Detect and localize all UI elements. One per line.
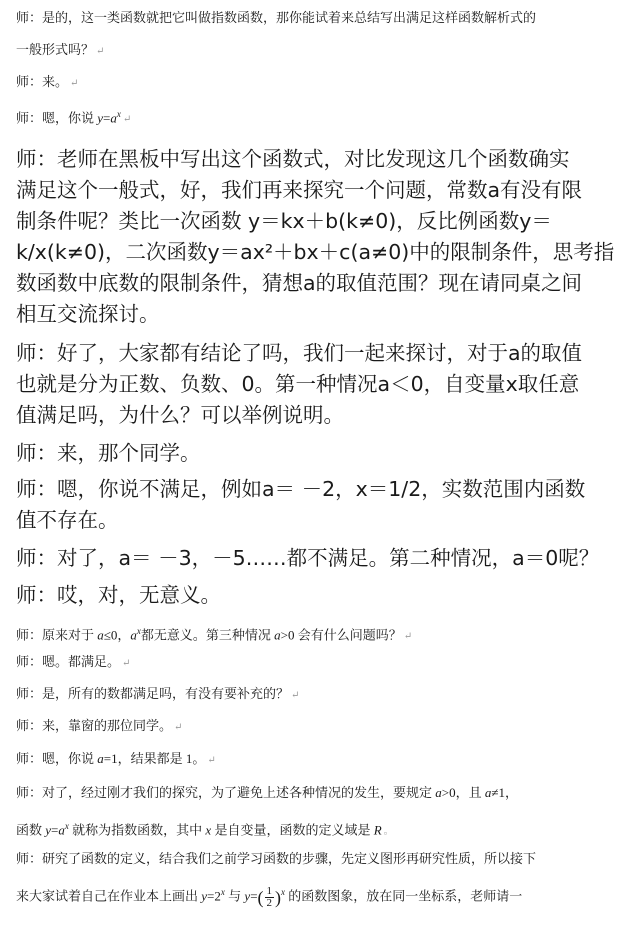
text-span: 都无意义。第三种情况	[140, 627, 275, 643]
text-span: 师：嗯，你说不满足，例如a＝ －2，x＝1/2，实数范围内函数	[16, 477, 586, 501]
text-span: 满足这个一般式，好，我们再来探究一个问题，常数a有没有限	[16, 178, 583, 202]
text-line	[16, 270, 614, 297]
text-span: k/x(k≠0)，二次函数y＝ax²＋bx＋c(a≠0)中的限制条件，思考指	[16, 240, 615, 264]
text-span: ≤0，	[103, 627, 131, 643]
text-span: =1，结果都是 1。	[103, 751, 206, 766]
fraction-denominator: 2	[266, 896, 273, 909]
math-paren: )	[275, 887, 282, 908]
text-span: 来大家试着自己在作业本上画出	[16, 888, 202, 904]
text-line	[16, 818, 614, 840]
math-var: a	[97, 627, 104, 643]
text-span: 师：是的，这一类函数就把它叫做指数函数，那你能试着来总结写出满足这样函数解析式的	[16, 10, 537, 25]
text-line	[16, 440, 614, 467]
text-span: 函数	[16, 822, 46, 838]
text-span: 与	[224, 888, 245, 904]
text-span: 的函数图象，放在同一坐标系，老师请一	[285, 888, 523, 904]
text-span: 一般形式吗？	[16, 42, 95, 57]
text-span: 师：嗯。都满足。	[16, 654, 121, 669]
text-line	[16, 686, 614, 704]
fraction-numerator: 1	[266, 884, 273, 897]
math-var: x	[205, 822, 212, 838]
text-span: 师：嗯，你说	[16, 751, 98, 766]
text-line	[16, 371, 614, 398]
text-line	[16, 751, 614, 769]
paragraph-mark: ↵	[122, 114, 132, 126]
math-var: a	[130, 627, 137, 643]
text-line	[16, 476, 614, 503]
text-line	[16, 146, 614, 173]
paragraph-mark: ↵	[96, 46, 105, 57]
text-line	[16, 10, 614, 26]
text-span: 师：老师在黑板中写出这个函数式，对比发现这几个函数确实	[16, 147, 570, 171]
paragraph-mark: ↵	[291, 690, 300, 701]
math-var: a	[274, 627, 281, 643]
text-span: 师：对了，经过刚才我们的探究，为了避免上述各种情况的发生，要规定	[16, 785, 436, 800]
paragraph-mark: ↵	[122, 658, 131, 669]
text-span: >0，且	[441, 785, 485, 800]
text-span: 师：来，靠窗的那位同学。	[16, 718, 173, 733]
paragraph-mark: ↵	[70, 78, 79, 89]
text-span: 师：对了，a＝ －3，－5……都不满足。第二种情况，a＝0呢？	[16, 546, 600, 570]
paragraph-mark: ↵	[207, 755, 216, 766]
text-span: 师：原来对于	[16, 627, 98, 643]
text-span: 师：是，所有的数都满足吗，有没有要补充的？	[16, 686, 290, 701]
text-line	[16, 623, 614, 645]
math-op: =	[51, 822, 59, 838]
math-var: a	[484, 785, 492, 800]
text-line	[16, 582, 614, 609]
text-line	[16, 208, 614, 235]
math-exponent: x	[220, 887, 225, 897]
math-op: =	[250, 888, 258, 904]
math-var: y	[97, 110, 104, 126]
text-span: 制条件呢？类比一次函数 y＝kx＋b(k≠0)，反比例函数y＝	[16, 209, 552, 233]
text-span: 值不存在。	[16, 508, 119, 532]
text-span: 值满足吗，为什么？可以举例说明。	[16, 403, 344, 427]
text-line	[16, 884, 614, 909]
math-var: y	[244, 888, 251, 904]
text-line	[16, 402, 614, 429]
math-paren: (	[257, 887, 264, 908]
text-line	[16, 340, 614, 367]
math-exponent: x	[116, 109, 121, 119]
text-span: 师：嗯，你说	[16, 110, 98, 126]
text-line	[16, 507, 614, 534]
text-span: 师：哎，对，无意义。	[16, 583, 221, 607]
math-op: =2	[207, 888, 221, 904]
text-line	[16, 74, 614, 92]
math-op: =	[103, 110, 111, 126]
text-span: 数函数中底数的限制条件，猜想a的取值范围？现在请同桌之间	[16, 271, 583, 295]
text-span: 师：研究了函数的定义，结合我们之前学习函数的步骤，先定义图形再研究性质，所以接下	[16, 851, 537, 866]
math-var: y	[45, 822, 52, 838]
paragraph-mark: ↵	[403, 631, 413, 643]
text-span: 师：来，那个同学。	[16, 441, 201, 465]
fraction	[265, 886, 275, 909]
text-span: 相互交流探讨。	[16, 302, 160, 326]
text-span: 是自变量，函数的定义域是	[211, 822, 374, 838]
math-exponent: x	[64, 821, 69, 831]
math-var: a	[110, 110, 117, 126]
math-var: R	[373, 822, 382, 838]
math-var: y	[201, 888, 208, 904]
math-var: a	[435, 785, 442, 800]
text-line	[16, 177, 614, 204]
text-line	[16, 301, 614, 328]
paragraph-mark: ↵	[174, 722, 183, 733]
math-exponent: x	[136, 626, 141, 636]
text-span: 就称为指数函数，其中	[68, 822, 206, 838]
text-line	[16, 718, 614, 736]
text-line	[16, 106, 614, 128]
text-line	[16, 239, 614, 266]
text-span: >0 会有什么问题吗？	[280, 627, 402, 643]
math-exponent: x	[281, 887, 286, 897]
text-span: 师：好了，大家都有结论了吗，我们一起来探讨，对于a的取值	[16, 341, 583, 365]
text-line	[16, 851, 614, 867]
paragraph-mark: 。	[383, 826, 394, 838]
text-span: 也就是分为正数、负数、0。第一种情况a＜0，自变量x取任意	[16, 372, 580, 396]
text-line	[16, 654, 614, 672]
text-line	[16, 545, 614, 572]
text-span: 师：来。	[16, 74, 69, 89]
text-line	[16, 785, 614, 801]
math-var: a	[58, 822, 65, 838]
math-var: a	[97, 751, 104, 766]
text-span: ≠1，	[491, 785, 518, 800]
text-line	[16, 42, 614, 60]
